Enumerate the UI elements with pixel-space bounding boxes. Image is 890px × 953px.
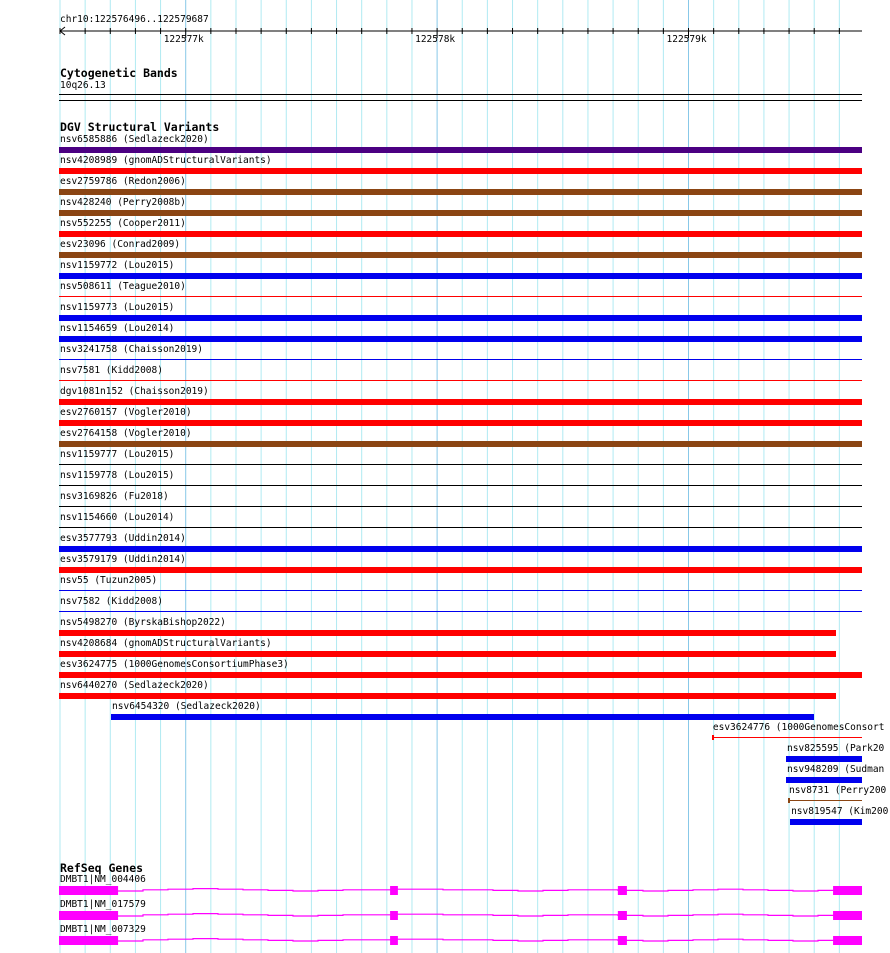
sv-feature-label[interactable]: nsv1159777 (Lou2015) [60,449,175,460]
sv-feature-label[interactable]: esv3579179 (Uddin2014) [60,554,186,565]
sv-feature-bar[interactable] [59,231,862,237]
refseq-track-title: RefSeq Genes [60,861,144,875]
exon [59,936,118,945]
transcript-label[interactable]: DMBT1|NM_004406 [60,874,146,885]
sv-feature-bar[interactable] [59,506,862,507]
sv-feature-label[interactable]: esv2759786 (Redon2006) [60,176,186,187]
sv-feature-bar[interactable] [59,252,862,258]
sv-feature-bar[interactable] [59,590,862,591]
sv-feature-label[interactable]: nsv825595 (Park20 [787,743,885,754]
sv-feature-label[interactable]: nsv1159773 (Lou2015) [60,302,175,313]
sv-feature-bar[interactable] [59,651,836,657]
exon [618,936,627,945]
exon [59,911,118,920]
sv-feature-bar[interactable] [59,189,862,195]
sv-feature-label[interactable]: nsv55 (Tuzun2005) [60,575,158,586]
sv-feature-label[interactable]: nsv4208684 (gnomADStructuralVariants) [60,638,272,649]
sv-feature-bar[interactable] [59,359,862,360]
sv-feature-bar[interactable] [788,800,862,801]
exon [833,886,862,895]
sv-feature-label[interactable]: nsv5498270 (ByrskaBishop2022) [60,617,226,628]
sv-feature-label[interactable]: nsv1154660 (Lou2014) [60,512,175,523]
exon [618,911,627,920]
sv-feature-label[interactable]: esv2760157 (Vogler2010) [60,407,192,418]
intron-line [118,939,862,941]
sv-feature-bar[interactable] [790,819,862,825]
sv-feature-bar[interactable] [59,399,862,405]
transcript-model[interactable] [0,934,890,948]
ruler-tick-label: 122577k [163,34,204,45]
sv-feature-bar[interactable] [786,756,862,762]
sv-feature-bar[interactable] [59,273,862,279]
transcript-model[interactable] [0,909,890,923]
exon [390,886,398,895]
sv-feature-label[interactable]: nsv1154659 (Lou2014) [60,323,175,334]
exon [833,936,862,945]
exon [390,911,398,920]
sv-feature-bar[interactable] [59,420,862,426]
ruler-tick-label: 122578k [415,34,456,45]
ruler-tick-label: 122579k [666,34,707,45]
sv-feature-bar[interactable] [59,546,862,552]
sv-feature-label[interactable]: esv3577793 (Uddin2014) [60,533,186,544]
cyto-band-outline-top [59,94,862,95]
intron-line [118,914,862,916]
sv-feature-label[interactable]: nsv948209 (Sudman [787,764,885,775]
sv-feature-bar[interactable] [59,527,862,528]
sv-feature-start-cap [712,735,714,740]
sv-feature-bar[interactable] [59,611,862,612]
sv-feature-bar[interactable] [59,441,862,447]
sv-feature-bar[interactable] [59,464,862,465]
sv-feature-label[interactable]: nsv8731 (Perry200 [789,785,887,796]
sv-feature-bar[interactable] [59,693,836,699]
exon [59,886,118,895]
sv-feature-label[interactable]: nsv6454320 (Sedlazeck2020) [112,701,261,712]
sv-feature-bar[interactable] [59,485,862,486]
sv-feature-bar[interactable] [59,630,836,636]
ruler-location: chr10:122576496..122579687 [60,14,209,25]
sv-feature-label[interactable]: nsv3169826 (Fu2018) [60,491,169,502]
sv-feature-label[interactable]: dgv1081n152 (Chaisson2019) [60,386,209,397]
sv-feature-start-cap [788,798,790,803]
sv-feature-label[interactable]: nsv428240 (Perry2008b) [60,197,186,208]
sv-feature-bar[interactable] [59,672,862,678]
sv-feature-label[interactable]: nsv1159778 (Lou2015) [60,470,175,481]
sv-feature-label[interactable]: nsv1159772 (Lou2015) [60,260,175,271]
dgv-track-title: DGV Structural Variants [60,120,220,134]
sv-feature-bar[interactable] [712,737,862,738]
sv-feature-label[interactable]: esv3624776 (1000GenomesConsort [712,722,885,733]
sv-feature-bar[interactable] [59,168,862,174]
sv-feature-bar[interactable] [59,315,862,321]
sv-feature-label[interactable]: esv2764158 (Vogler2010) [60,428,192,439]
sv-feature-label[interactable]: nsv819547 (Kim200 [791,806,889,817]
sv-feature-label[interactable]: nsv552255 (Cooper2011) [60,218,186,229]
cyto-band-outline-bottom [59,100,862,101]
exon [833,911,862,920]
sv-feature-bar[interactable] [786,777,862,783]
exon [618,886,627,895]
intron-line [118,889,862,891]
sv-feature-bar[interactable] [59,147,862,153]
sv-feature-bar[interactable] [59,210,862,216]
transcript-label[interactable]: DMBT1|NM_007329 [60,924,146,935]
sv-feature-bar[interactable] [111,714,814,720]
exon [390,936,398,945]
sv-feature-bar[interactable] [59,296,862,297]
transcript-model[interactable] [0,884,890,898]
sv-feature-label[interactable]: esv3624775 (1000GenomesConsortiumPhase3) [60,659,289,670]
sv-feature-label[interactable]: nsv3241758 (Chaisson2019) [60,344,203,355]
sv-feature-label[interactable]: nsv4208989 (gnomADStructuralVariants) [60,155,272,166]
sv-feature-label[interactable]: nsv7581 (Kidd2008) [60,365,163,376]
sv-feature-label[interactable]: nsv508611 (Teague2010) [60,281,186,292]
sv-feature-label[interactable]: nsv6585886 (Sedlazeck2020) [60,134,209,145]
sv-feature-label[interactable]: esv23096 (Conrad2009) [60,239,181,250]
sv-feature-label[interactable]: nsv6440270 (Sedlazeck2020) [60,680,209,691]
cyto-track-title: Cytogenetic Bands [60,66,178,80]
cyto-band-label: 10q26.13 [60,80,106,91]
sv-feature-bar[interactable] [59,567,862,573]
sv-feature-label[interactable]: nsv7582 (Kidd2008) [60,596,163,607]
transcript-label[interactable]: DMBT1|NM_017579 [60,899,146,910]
sv-feature-bar[interactable] [59,380,862,381]
sv-feature-bar[interactable] [59,336,862,342]
